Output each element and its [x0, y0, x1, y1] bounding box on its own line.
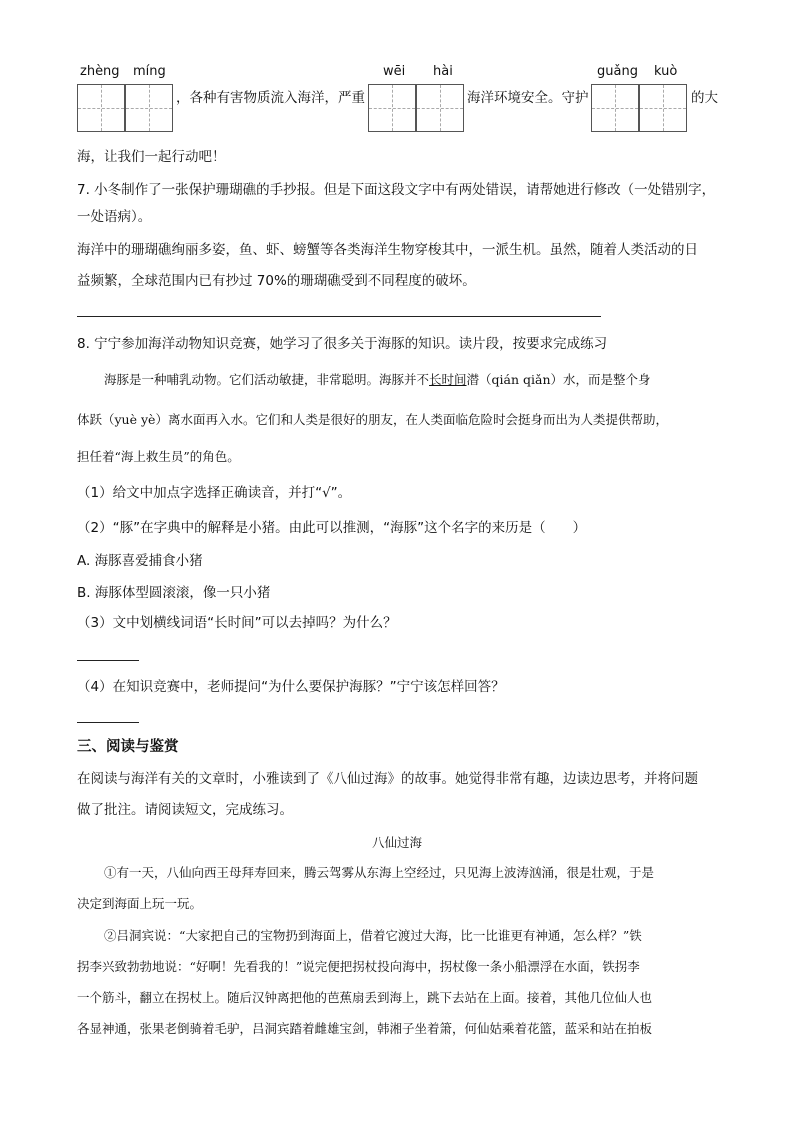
- q6-text-line2: 海，让我们一起行动吧！: [77, 149, 226, 165]
- q8-subquestion-2: （2）“豚”在字典中的解释是小猪。由此可以推测，“海豚”这个名字的来历是（ ）: [77, 520, 587, 536]
- q8-option-a[interactable]: A. 海豚喜爱捕食小猪: [77, 553, 203, 569]
- q8-s3-answer-line[interactable]: [77, 660, 139, 661]
- q6-text-2: 海洋环境安全。守护: [467, 90, 589, 106]
- section3-intro-line1: 在阅读与海洋有关的文章时，小雅读到了《八仙过海》的故事。她觉得非常有趣，边读边思考，并将问题: [77, 771, 698, 787]
- q8-s4-answer-line[interactable]: [77, 722, 139, 723]
- q8-subquestion-1: （1）给文中加点字选择正确读音，并打“√”。: [77, 485, 352, 501]
- story-p2-line2: 拐李兴致勃勃地说：“好啊！先看我的！”说完便把拐杖投向海中，拐杖像一条小船漂浮在水面，铁拐李: [77, 959, 640, 974]
- answer-box[interactable]: [639, 84, 687, 132]
- answer-grid-zhengming[interactable]: [77, 84, 174, 132]
- story-p2-line4: 各显神通，张果老倒骑着毛驴，吕洞宾踏着雌雄宝剑，韩湘子坐着箫，何仙姑乘着花篮，蓝采和站在拍板: [77, 1021, 653, 1036]
- pinyin-kuo: kuò: [654, 64, 678, 79]
- q8-option-b[interactable]: B. 海豚体型圆滚滚，像一只小猪: [77, 585, 271, 601]
- q8-subquestion-3: （3）文中划横线词语“长时间”可以去掉吗？为什么？: [77, 615, 397, 631]
- answer-box[interactable]: [77, 84, 125, 132]
- pinyin-zheng: zhèng: [80, 64, 120, 79]
- q8-subquestion-4: （4）在知识竞赛中，老师提问“为什么要保护海豚？”宁宁该怎样回答？: [77, 679, 505, 695]
- pinyin-hai: hài: [433, 64, 453, 79]
- q8-title: 8. 宁宁参加海洋动物知识竞赛，她学习了很多关于海豚的知识。读片段，按要求完成练习: [77, 336, 608, 352]
- q6-text-1: ，各种有害物质流入海洋，严重: [176, 90, 365, 106]
- q8-passage-text: 海豚是一种哺乳动物。它们活动敏捷，非常聪明。海豚并不: [104, 372, 430, 387]
- q7-answer-line[interactable]: [77, 316, 601, 317]
- answer-grid-weihai[interactable]: [368, 84, 465, 132]
- answer-box[interactable]: [368, 84, 416, 132]
- story-p1-line1: ①有一天，八仙向西王母拜寿回来，腾云驾雾从东海上空经过，只见海上波涛汹涌，很是壮观，于是: [104, 865, 655, 880]
- section3-intro-line2: 做了批注。请阅读短文，完成练习。: [77, 802, 293, 818]
- pinyin-wei: wēi: [383, 64, 406, 79]
- story-p2-line3: 一个筋斗，翻立在拐杖上。随后汉钟离把他的芭蕉扇丢到海上，跳下去站在上面。接着，其他几位仙人也: [77, 990, 653, 1005]
- q8-passage-text: 潜（qián qiǎn）水，而是整个身: [466, 372, 651, 387]
- story-title: 八仙过海: [371, 835, 422, 850]
- q6-text-3: 的大: [691, 90, 718, 106]
- q8-passage-line1: [104, 370, 651, 390]
- answer-box[interactable]: [416, 84, 464, 132]
- q7-title-line2: 一处语病）。: [77, 209, 152, 225]
- q7-title-line1: 7. 小冬制作了一张保护珊瑚礁的手抄报。但是下面这段文字中有两处错误，请帮她进行修改（一处错别字，: [77, 182, 716, 198]
- answer-grid-guangkuo[interactable]: [591, 84, 688, 132]
- q7-paragraph-line2: 益频繁，全球范围内已有抄过 70%的珊瑚礁受到不同程度的破坏。: [77, 273, 476, 289]
- story-p1-line2: 决定到海面上玩一玩。: [77, 896, 203, 911]
- q8-passage-line2: 体跃（yuè yè）离水面再入水。它们和人类是很好的朋友，在人类面临危险时会挺身而出为人类提供帮助，: [77, 412, 668, 427]
- pinyin-ming: míng: [133, 64, 166, 79]
- pinyin-guang: guǎng: [597, 64, 638, 79]
- story-p2-line1: ②吕洞宾说：“大家把自己的宝物扔到海面上，借着它渡过大海，比一比谁更有神通，怎么样？”铁: [104, 928, 642, 943]
- answer-box[interactable]: [591, 84, 639, 132]
- underlined-word: 长时间: [429, 372, 467, 387]
- q8-passage-line3: 担任着“海上救生员”的角色。: [77, 449, 240, 464]
- q7-paragraph-line1: 海洋中的珊瑚礁绚丽多姿，鱼、虾、螃蟹等各类海洋生物穿梭其中，一派生机。虽然，随着人类活动的日: [77, 242, 698, 258]
- answer-box[interactable]: [125, 84, 173, 132]
- section-title: 三、阅读与鉴赏: [77, 739, 179, 755]
